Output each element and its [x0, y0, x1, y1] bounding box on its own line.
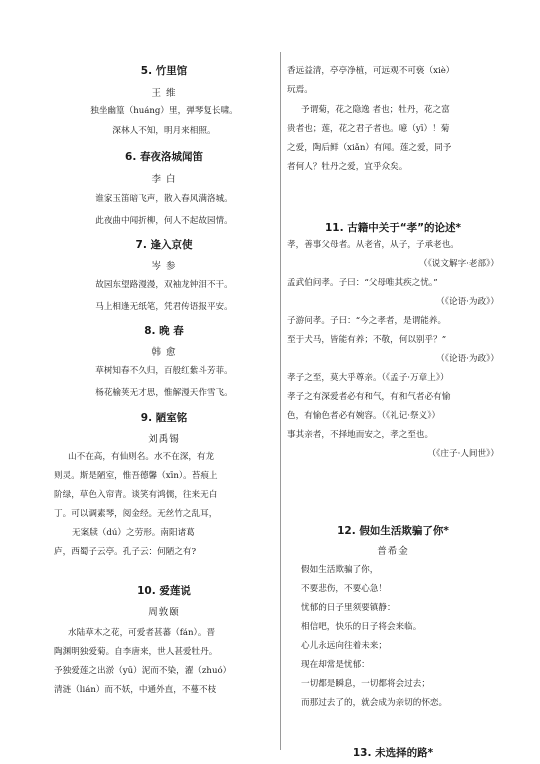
poem-title: 8. 晚 春: [144, 325, 184, 337]
poem-line: 深林人不知，明月来相照。: [112, 126, 216, 136]
citation: （《论语·为政》）: [436, 354, 499, 364]
text-line: 孝子之至，莫大乎尊亲。（《孟子·万章上》）: [287, 373, 449, 383]
text-line: 子游问孝。子曰：“今之孝者，是谓能养。: [287, 316, 447, 326]
right-column: [287, 58, 499, 759]
poem-8: [54, 324, 274, 400]
poem-5: [54, 64, 274, 138]
section-11: [287, 221, 499, 461]
poem-line: 心儿永远向往着未来；: [301, 641, 387, 651]
left-column: [54, 58, 274, 750]
text-line: 予谓菊，花之隐逸 者也；牡丹，花之富: [301, 105, 450, 115]
text-line: 丁。可以调素琴，阅金经。无丝竹之乱耳，: [54, 509, 218, 519]
text-line: 则灵。斯是陋室，惟吾德馨（xīn）。苔痕上: [54, 471, 218, 481]
text-line: 之爱，陶后鲜（xiǎn）有闻。莲之爱，同予: [287, 143, 452, 153]
essay-title: 9. 陋室铭: [140, 412, 188, 424]
poem-title: 12. 假如生活欺骗了你*: [337, 525, 449, 537]
poem-13: [287, 746, 499, 760]
text-line: 陶渊明独爱菊。自李唐来，世人甚爱牡丹。: [54, 647, 218, 657]
text-line: 水陆草木之花，可爱者甚蕃（fán）。晋: [68, 628, 216, 638]
text-line: 色，有愉色者必有婉容。（《礼记·祭义》）: [287, 411, 441, 421]
text-line: 者何人？牡丹之爱，宜乎众矣。: [287, 162, 408, 172]
essay-title: 10. 爱莲说: [137, 585, 191, 597]
citation: （《说文解字·老部》）: [418, 259, 499, 269]
text-line: 玩焉。: [287, 85, 313, 95]
text-line: 孝子之有深爱者必有和气，有和气者必有愉: [287, 392, 451, 402]
poem-12: [287, 524, 499, 710]
poem-line: 杨花榆荚无才思，惟解漫天作雪飞。: [95, 388, 233, 398]
text-line: 阶绿，草色入帘青。谈笑有鸿儒，往来无白: [54, 490, 218, 500]
essay-author: 周敦颐: [148, 607, 180, 618]
poem-line: 马上相逢无纸笔，凭君传语报平安。: [95, 302, 233, 312]
poem-title: 7. 逢入京使: [135, 239, 193, 251]
poem-line: 而那过去了的，就会成为亲切的怀恋。: [301, 698, 448, 708]
poem-line: 独坐幽篁（huáng）里，弹琴复长啸。: [90, 106, 238, 116]
poem-line: 现在却常是忧郁：: [301, 660, 370, 670]
citation: （《庄子·人间世》）: [427, 449, 499, 459]
poem-title: 13. 未选择的路*: [352, 747, 434, 759]
poem-line: 一切都是瞬息，一切都将会过去；: [301, 679, 430, 689]
text-line: 贵者也；莲，花之君子者也。噫（yī）！菊: [287, 124, 450, 134]
text-line: 庐，西蜀子云亭。孔子云：何陋之有?: [54, 547, 197, 557]
column-divider: [280, 52, 281, 750]
essay-10-continued: [287, 64, 499, 174]
poem-title: 6. 春夜洛城闻笛: [125, 151, 203, 163]
poem-line: 相信吧，快乐的日子将会来临。: [301, 622, 422, 632]
poem-6: [54, 150, 274, 228]
essay-author: 刘禹锡: [148, 434, 180, 445]
poem-author: 王 维: [151, 88, 177, 99]
poem-line: 此夜曲中闻折柳，何人不起故园情。: [95, 216, 233, 226]
text-line: 予独爱莲之出淤（yū）泥而不染，濯（zhuó）: [54, 666, 232, 676]
text-line: 清涟（lián）而不妖，中通外直，不蔓不枝: [54, 685, 217, 695]
citation: （《论语·为政》）: [436, 297, 499, 307]
poem-line: 假如生活欺骗了你，: [301, 565, 379, 575]
section-title: 11. 古籍中关于“孝”的论述*: [324, 222, 462, 234]
poem-line: 故园东望路漫漫，双袖龙钟泪不干。: [95, 280, 233, 290]
text-line: 无案牍（dú）之劳形。南阳诸葛: [72, 528, 195, 538]
poem-title: 5. 竹里馆: [140, 65, 188, 77]
poem-line: 谁家玉笛暗飞声，散入春风满洛城。: [95, 194, 233, 204]
text-line: 事其亲者，不择地而安之，孝之至也。: [287, 430, 434, 440]
text-line: 香远益清，亭亭净植，可远观不可亵（xiè）: [287, 66, 455, 76]
text-line: 孟武伯问孝。子曰：“父母唯其疾之忧。”: [287, 278, 438, 288]
essay-9: [54, 411, 274, 559]
text-line: 至于犬马，皆能有养；不敬，何以别乎？”: [287, 335, 447, 345]
essay-10: [54, 584, 274, 697]
poem-author: 普希金: [377, 546, 409, 557]
poem-author: 岑 参: [151, 261, 177, 272]
poem-author: 李 白: [151, 174, 177, 185]
poem-line: 忧郁的日子里须要镇静：: [301, 603, 396, 613]
poem-author: 韩 愈: [151, 347, 177, 358]
poem-7: [54, 238, 274, 314]
text-line: 孝，善事父母者。从老省，从子，子承老也。: [287, 240, 459, 250]
poem-line: 不要悲伤，不要心急！: [301, 584, 387, 594]
poem-line: 草树知春不久归，百般红紫斗芳菲。: [95, 366, 233, 376]
text-line: 山不在高，有仙则名。水不在深，有龙: [68, 452, 215, 462]
